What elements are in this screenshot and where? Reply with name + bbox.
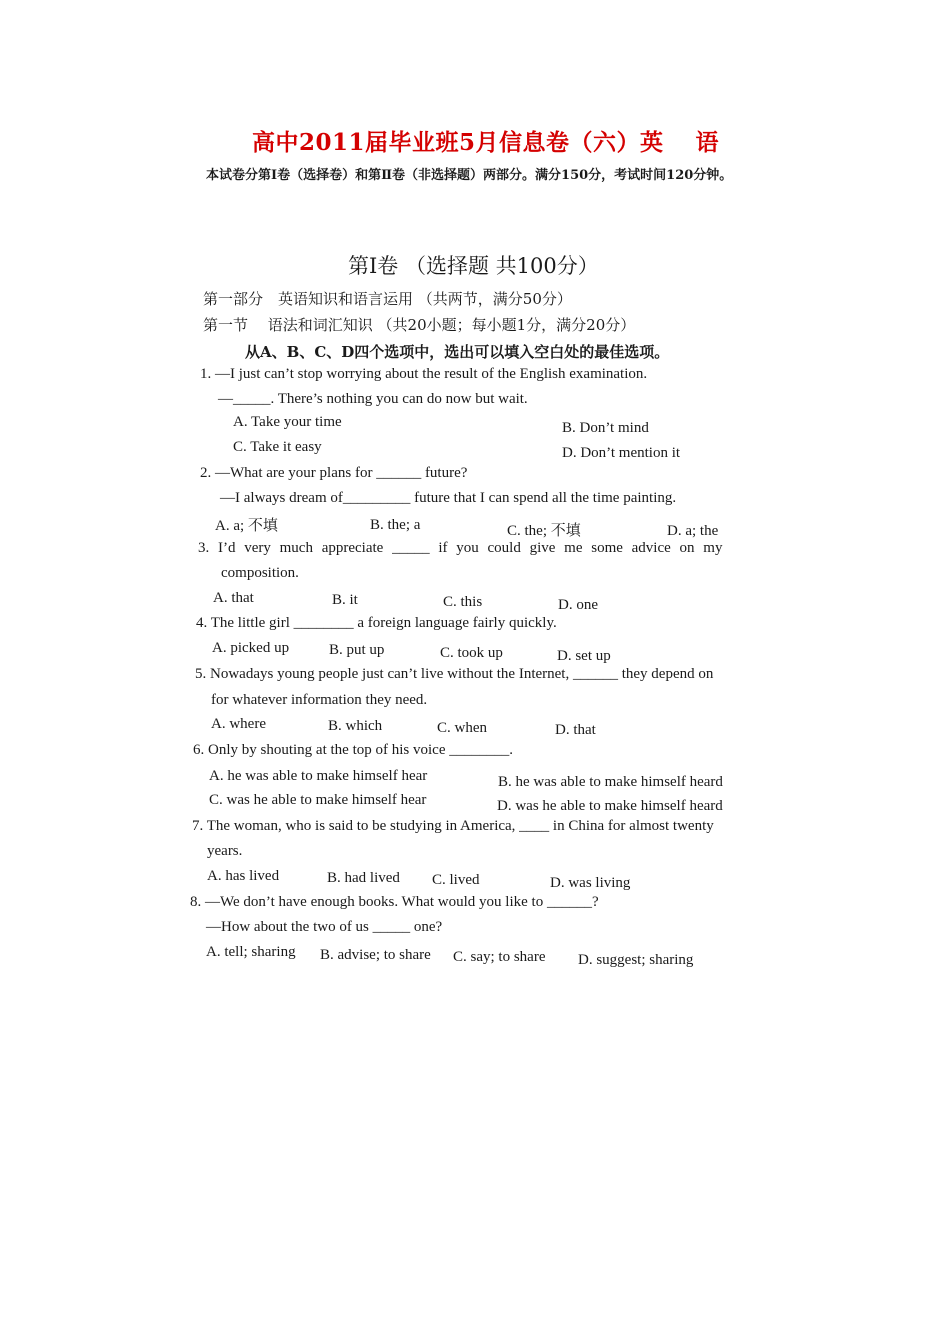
question-5-option-a: A. where xyxy=(211,716,266,732)
question-8-option-d: D. suggest; sharing xyxy=(578,952,694,968)
section-title: 第Ⅰ卷 （选择题 共100分） xyxy=(348,254,599,278)
question-5-option-d: D. that xyxy=(555,722,596,738)
question-8-stem: 8. —We don’t have enough books. What would you like to ______? xyxy=(190,894,599,910)
question-8-option-c: C. say; to share xyxy=(453,949,546,965)
question-2-option-a: A. a; 不填 xyxy=(215,518,278,534)
question-8-stem-2: —How about the two of us _____ one? xyxy=(206,919,443,935)
question-3-option-c: C. this xyxy=(443,594,483,610)
question-1-option-c: C. Take it easy xyxy=(233,439,322,455)
question-2-option-d: D. a; the xyxy=(667,523,719,539)
question-2-stem: 2. —What are your plans for ______ future? xyxy=(200,465,468,481)
question-1-option-d: D. Don’t mention it xyxy=(562,445,681,461)
question-1-stem-2: —_____. There’s nothing you can do now but wait. xyxy=(218,391,528,407)
exam-title: 高中2011届毕业班5月信息卷（六）英 语 xyxy=(252,129,720,156)
question-5-stem: 5. Nowadays young people just can’t live without the Internet, ______ they depend on xyxy=(195,666,714,682)
question-3-option-b: B. it xyxy=(332,592,358,608)
question-8-option-a: A. tell; sharing xyxy=(206,944,296,960)
question-2-stem-2: —I always dream of_________ future that I can spend all the time painting. xyxy=(220,490,677,506)
question-7-option-d: D. was living xyxy=(550,875,631,891)
question-1-stem: 1. —I just can’t stop worrying about the result of the English examination. xyxy=(200,366,648,382)
question-5-option-c: C. when xyxy=(437,720,487,736)
question-6-option-a: A. he was able to make himself hear xyxy=(209,768,428,784)
question-6-option-d: D. was he able to make himself heard xyxy=(497,798,723,814)
question-2-option-c: C. the; 不填 xyxy=(507,523,581,539)
question-7-stem: 7. The woman, who is said to be studying in America, ____ in China for almost twenty xyxy=(192,818,714,834)
instruction: 从A、B、C、D四个选项中，选出可以填入空白处的最佳选项。 xyxy=(245,343,670,361)
question-6-option-b: B. he was able to make himself heard xyxy=(498,774,723,790)
question-7-option-b: B. had lived xyxy=(327,870,400,886)
question-4-option-d: D. set up xyxy=(557,648,611,664)
exam-intro: 本试卷分第Ⅰ卷（选择卷）和第Ⅱ卷（非选择题）两部分。满分150分，考试时间120分钟。 xyxy=(206,168,733,183)
part-heading: 第一部分 英语知识和语言运用 （共两节，满分50分） xyxy=(203,290,572,308)
question-3-option-a: A. that xyxy=(213,590,254,606)
question-7-option-a: A. has lived xyxy=(207,868,280,884)
question-7-stem-2: years. xyxy=(207,843,243,859)
question-4-option-b: B. put up xyxy=(329,642,385,658)
question-4-option-c: C. took up xyxy=(440,645,503,661)
question-3-stem-2: composition. xyxy=(221,565,299,581)
question-2-option-b: B. the; a xyxy=(370,517,421,533)
question-5-stem-2: for whatever information they need. xyxy=(211,692,428,708)
question-1-option-b: B. Don’t mind xyxy=(562,420,649,436)
question-1-option-a: A. Take your time xyxy=(233,414,342,430)
question-5-option-b: B. which xyxy=(328,718,383,734)
question-8-option-b: B. advise; to share xyxy=(320,947,431,963)
question-6-stem: 6. Only by shouting at the top of his voice ________. xyxy=(193,742,513,758)
question-4-stem: 4. The little girl ________ a foreign language fairly quickly. xyxy=(196,615,557,631)
question-3-option-d: D. one xyxy=(558,597,598,613)
question-7-option-c: C. lived xyxy=(432,872,480,888)
section-heading: 第一节 语法和词汇知识 （共20小题；每小题1分，满分20分） xyxy=(203,316,636,334)
question-4-option-a: A. picked up xyxy=(212,640,290,656)
question-3-stem: 3. I’d very much appreciate _____ if you could give me some advice on my xyxy=(198,540,723,556)
question-6-option-c: C. was he able to make himself hear xyxy=(209,792,427,808)
